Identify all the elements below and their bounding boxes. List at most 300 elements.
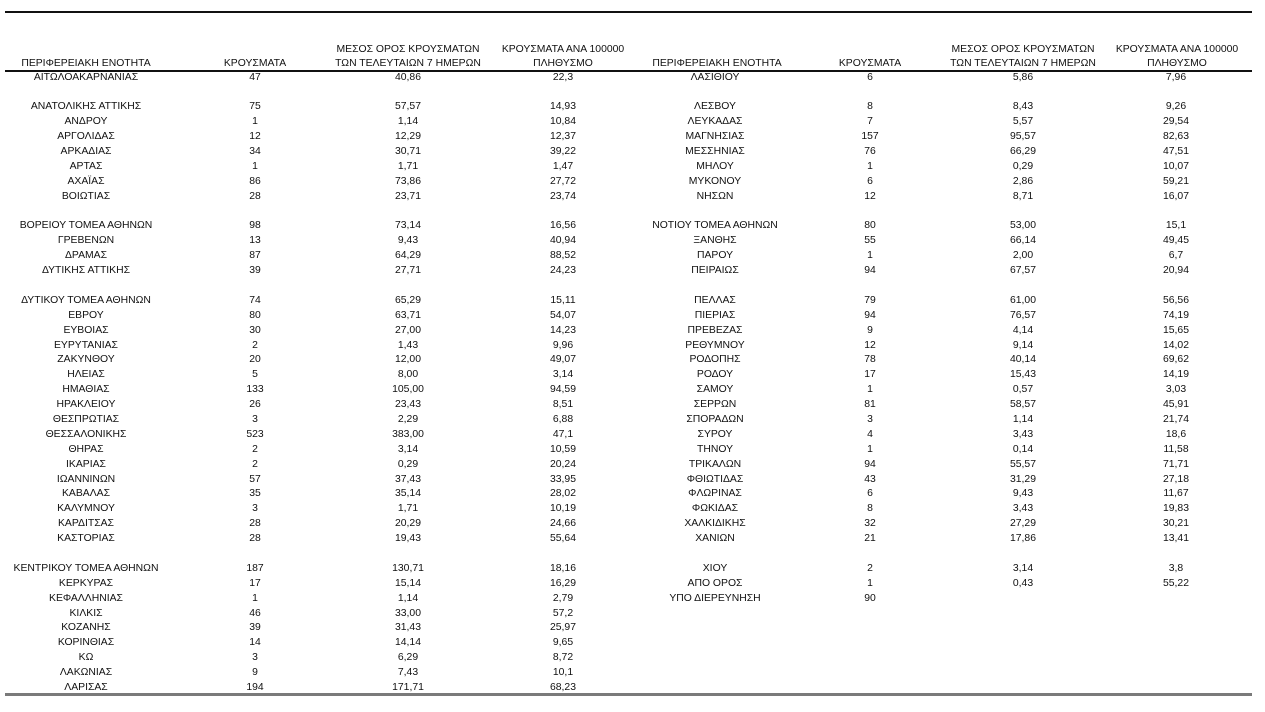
cell-per100k: 55,22	[1162, 577, 1189, 589]
table-row	[631, 577, 1265, 592]
cell-region: ΙΩΑΝΝΙΝΩΝ	[56, 473, 116, 485]
cell-region: ΑΝΔΡΟΥ	[64, 116, 108, 128]
blank-row	[631, 205, 1265, 220]
cell-avg7: 5,57	[1012, 116, 1034, 128]
cell-per100k: 7,96	[1165, 71, 1187, 83]
cell-per100k: 9,96	[552, 339, 574, 351]
cell-cases: 1	[867, 577, 873, 589]
cell-avg7: 40,86	[394, 71, 421, 83]
cell-per100k: 25,97	[549, 622, 576, 634]
cell-region: ΔΡΑΜΑΣ	[64, 250, 108, 262]
cell-cases: 94	[864, 458, 876, 470]
cell-per100k: 39,22	[549, 145, 576, 157]
cell-avg7: 130,71	[392, 562, 424, 574]
cell-per100k: 18,16	[549, 562, 576, 574]
cell-per100k: 55,64	[549, 533, 576, 545]
cell-cases: 9	[867, 324, 873, 336]
cell-avg7: 0,43	[1012, 577, 1034, 589]
cell-per100k: 23,74	[549, 190, 576, 202]
cell-avg7: 27,00	[394, 324, 421, 336]
cell-per100k: 29,54	[1162, 116, 1189, 128]
cell-avg7: 7,43	[397, 667, 419, 679]
cell-avg7: 2,29	[397, 413, 419, 425]
blank-row	[0, 205, 640, 220]
cell-per100k: 6,7	[1168, 250, 1184, 262]
cell-avg7: 73,14	[394, 220, 421, 232]
cell-cases: 76	[864, 145, 876, 157]
cell-region: ΛΑΚΩΝΙΑΣ	[59, 667, 113, 679]
cell-cases: 43	[864, 473, 876, 485]
cell-cases: 14	[249, 637, 261, 649]
cell-avg7: 1,14	[397, 116, 419, 128]
table-row	[631, 100, 1265, 115]
cell-region: ΑΡΚΑΔΙΑΣ	[60, 145, 112, 157]
table-row	[0, 264, 640, 279]
cell-per100k: 59,21	[1162, 175, 1189, 187]
cell-cases: 80	[249, 309, 261, 321]
cell-per100k: 47,1	[552, 428, 574, 440]
cell-region: ΚΕΦΑΛΛΗΝΙΑΣ	[49, 592, 123, 604]
cell-avg7: 3,14	[1012, 562, 1034, 574]
cell-cases: 39	[249, 622, 261, 634]
cell-region: ΣΕΡΡΩΝ	[693, 399, 737, 411]
cell-region: ΝΟΤΙΟΥ ΤΟΜΕΑ ΑΘΗΝΩΝ	[652, 220, 778, 232]
cell-per100k: 6,88	[552, 413, 574, 425]
cell-cases: 3	[252, 413, 258, 425]
table-row	[631, 592, 1265, 607]
cell-region: ΚΟΖΑΝΗΣ	[61, 622, 111, 634]
cell-avg7: 64,29	[394, 250, 421, 262]
cell-per100k: 16,56	[549, 220, 576, 232]
table-row	[0, 249, 640, 264]
table-row	[0, 324, 640, 339]
cell-per100k: 3,14	[552, 369, 574, 381]
cell-region: ΚΩ	[78, 652, 94, 664]
cell-region: ΝΗΣΩΝ	[696, 190, 734, 202]
cell-per100k: 27,18	[1162, 473, 1189, 485]
cell-per100k: 47,51	[1162, 145, 1189, 157]
cell-avg7: 58,57	[1009, 399, 1036, 411]
cell-region: ΧΑΛΚΙΔΙΚΗΣ	[684, 518, 746, 530]
cell-region: ΛΕΥΚΑΔΑΣ	[687, 116, 743, 128]
cell-avg7: 0,29	[1012, 160, 1034, 172]
table-row	[631, 532, 1265, 547]
table-row	[0, 502, 640, 517]
cell-region: ΚΑΡΔΙΤΣΑΣ	[58, 518, 114, 530]
cell-region: ΑΧΑΪΑΣ	[67, 175, 105, 187]
cell-region: ΠΙΕΡΙΑΣ	[694, 309, 736, 321]
cell-per100k: 30,21	[1162, 518, 1189, 530]
cell-per100k: 9,26	[1165, 101, 1187, 113]
table-row	[0, 487, 640, 502]
cell-per100k: 40,94	[549, 235, 576, 247]
cell-avg7: 61,00	[1009, 294, 1036, 306]
cell-cases: 47	[249, 71, 261, 83]
cell-per100k: 10,84	[549, 116, 576, 128]
cell-region: ΙΚΑΡΙΑΣ	[66, 458, 106, 470]
cell-cases: 3	[867, 413, 873, 425]
table-row	[631, 264, 1265, 279]
cell-cases: 1	[867, 160, 873, 172]
table-row	[0, 532, 640, 547]
cell-cases: 133	[246, 384, 264, 396]
cell-per100k: 21,74	[1162, 413, 1189, 425]
table-row	[0, 458, 640, 473]
blank-row	[631, 547, 1265, 562]
cell-cases: 1	[867, 384, 873, 396]
table-row	[631, 353, 1265, 368]
cell-region: ΚΑΣΤΟΡΙΑΣ	[57, 533, 115, 545]
table-row	[631, 219, 1265, 234]
table-row	[631, 249, 1265, 264]
cell-cases: 28	[249, 533, 261, 545]
cell-region: ΜΥΚΟΝΟΥ	[688, 175, 742, 187]
cell-region: ΧΑΝΙΩΝ	[695, 533, 735, 545]
cell-avg7: 0,57	[1012, 384, 1034, 396]
cell-per100k: 33,95	[549, 473, 576, 485]
cell-cases: 8	[867, 101, 873, 113]
cell-region: ΛΕΣΒΟΥ	[694, 101, 736, 113]
cell-cases: 12	[249, 131, 261, 143]
cell-avg7: 2,00	[1012, 250, 1034, 262]
cell-per100k: 14,19	[1162, 369, 1189, 381]
cell-per100k: 11,58	[1163, 443, 1189, 455]
cell-per100k: 14,93	[549, 101, 576, 113]
cell-avg7: 15,43	[1009, 369, 1036, 381]
table-row	[0, 607, 640, 622]
cell-avg7: 19,43	[394, 533, 421, 545]
cell-cases: 20	[249, 354, 261, 366]
cell-cases: 7	[867, 116, 873, 128]
header-cases: ΚΡΟΥΣΜΑΤΑ	[223, 58, 287, 69]
table-row	[0, 130, 640, 145]
table-row	[0, 219, 640, 234]
table-row	[0, 651, 640, 666]
cell-region: ΠΕΛΛΑΣ	[694, 294, 736, 306]
table-row	[0, 175, 640, 190]
cell-avg7: 76,57	[1009, 309, 1036, 321]
cell-per100k: 74,19	[1162, 309, 1189, 321]
cell-region: ΣΥΡΟΥ	[697, 428, 733, 440]
cell-cases: 94	[864, 265, 876, 277]
cell-per100k: 54,07	[549, 309, 576, 321]
cell-cases: 3	[252, 503, 258, 515]
cell-avg7: 55,57	[1009, 458, 1036, 470]
cell-avg7: 1,14	[397, 592, 419, 604]
cell-avg7: 1,14	[1012, 413, 1034, 425]
table-row	[0, 71, 640, 86]
cell-per100k: 14,23	[549, 324, 576, 336]
cell-cases: 30	[249, 324, 261, 336]
table-row	[631, 383, 1265, 398]
header-cases: ΚΡΟΥΣΜΑΤΑ	[838, 58, 902, 69]
cell-avg7: 30,71	[394, 145, 421, 157]
cell-region: ΑΠΟ ΟΡΟΣ	[687, 577, 743, 589]
table-row	[631, 487, 1265, 502]
cell-cases: 46	[249, 607, 261, 619]
table-row	[631, 517, 1265, 532]
cell-region: ΤΗΝΟΥ	[696, 443, 734, 455]
header-avg7	[325, 43, 491, 70]
cell-region: ΦΛΩΡΙΝΑΣ	[688, 488, 742, 500]
cell-per100k: 15,11	[550, 294, 576, 306]
cell-cases: 87	[249, 250, 261, 262]
cell-cases: 157	[861, 131, 879, 143]
cell-per100k: 18,6	[1165, 428, 1187, 440]
header-avg7-line2: ΤΩΝ ΤΕΛΕΥΤΑΙΩΝ 7 ΗΜΕΡΩΝ	[950, 57, 1096, 69]
cell-avg7: 67,57	[1009, 265, 1036, 277]
cell-cases: 2	[252, 458, 258, 470]
cell-avg7: 9,43	[397, 235, 419, 247]
table-row	[631, 234, 1265, 249]
cell-cases: 94	[864, 309, 876, 321]
cell-cases: 5	[252, 369, 258, 381]
cell-per100k: 12,37	[549, 131, 576, 143]
table-row	[0, 592, 640, 607]
cell-avg7: 2,86	[1012, 175, 1034, 187]
table-row	[0, 160, 640, 175]
cell-cases: 2	[252, 339, 258, 351]
table-row	[631, 145, 1265, 160]
cell-region: ΠΕΙΡΑΙΩΣ	[691, 265, 739, 277]
cell-avg7: 1,71	[397, 160, 419, 172]
table-row	[631, 473, 1265, 488]
table-row	[0, 666, 640, 681]
cell-avg7: 3,43	[1012, 428, 1034, 440]
cell-cases: 2	[867, 562, 873, 574]
header-avg7	[940, 43, 1106, 70]
table-row	[631, 562, 1265, 577]
table-row	[0, 339, 640, 354]
cell-avg7: 1,71	[397, 503, 419, 515]
cell-cases: 90	[864, 592, 876, 604]
cell-cases: 13	[249, 235, 261, 247]
cell-per100k: 10,07	[1162, 160, 1189, 172]
cell-region: ΘΕΣΠΡΩΤΙΑΣ	[52, 413, 120, 425]
cell-avg7: 1,43	[397, 339, 419, 351]
cell-per100k: 49,07	[549, 354, 576, 366]
cell-avg7: 23,43	[394, 399, 421, 411]
table-row	[631, 309, 1265, 324]
table-row	[0, 473, 640, 488]
cell-avg7: 40,14	[1009, 354, 1036, 366]
cell-cases: 4	[867, 428, 873, 440]
cell-per100k: 94,59	[549, 384, 576, 396]
cell-cases: 187	[246, 562, 264, 574]
cell-avg7: 66,29	[1009, 145, 1036, 157]
cell-cases: 34	[249, 145, 261, 157]
cell-region: ΗΜΑΘΙΑΣ	[62, 384, 110, 396]
cell-region: ΤΡΙΚΑΛΩΝ	[688, 458, 742, 470]
cell-region: ΒΟΙΩΤΙΑΣ	[61, 190, 111, 202]
cell-per100k: 68,23	[549, 682, 576, 694]
cell-avg7: 8,43	[1012, 101, 1034, 113]
cell-per100k: 28,02	[549, 488, 576, 500]
cell-avg7: 23,71	[394, 190, 421, 202]
table-row	[0, 368, 640, 383]
cell-per100k: 24,66	[549, 518, 576, 530]
cell-per100k: 82,63	[1162, 131, 1189, 143]
cell-per100k: 3,8	[1168, 562, 1184, 574]
cell-region: ΚΙΛΚΙΣ	[69, 607, 103, 619]
header-per100k-line2: ΠΛΗΘΥΣΜΟ	[533, 57, 593, 69]
cell-region: ΑΡΤΑΣ	[69, 160, 103, 172]
header-region: ΠΕΡΙΦΕΡΕΙΑΚΗ ΕΝΟΤΗΤΑ	[21, 58, 151, 69]
cell-region: ΦΘΙΩΤΙΔΑΣ	[686, 473, 744, 485]
cell-per100k: 24,23	[549, 265, 576, 277]
cell-region: ΡΟΔΟΠΗΣ	[689, 354, 741, 366]
cell-region: ΜΑΓΝΗΣΙΑΣ	[685, 131, 745, 143]
table-row	[0, 428, 640, 443]
cell-cases: 79	[864, 294, 876, 306]
cell-region: ΚΑΛΥΜΝΟΥ	[57, 503, 115, 515]
cell-per100k: 16,29	[549, 577, 576, 589]
table-row	[0, 145, 640, 160]
header-avg7-line1: ΜΕΣΟΣ ΟΡΟΣ ΚΡΟΥΣΜΑΤΩΝ	[336, 44, 480, 55]
cell-avg7: 17,86	[1009, 533, 1036, 545]
table-row	[631, 324, 1265, 339]
table-row	[631, 175, 1265, 190]
header-region: ΠΕΡΙΦΕΡΕΙΑΚΗ ΕΝΟΤΗΤΑ	[652, 58, 782, 69]
cell-per100k: 22,3	[552, 71, 574, 83]
cell-avg7: 171,71	[392, 682, 424, 694]
table-row	[631, 71, 1265, 86]
table-row	[631, 115, 1265, 130]
cell-avg7: 6,29	[397, 652, 419, 664]
cell-cases: 6	[867, 71, 873, 83]
cell-cases: 81	[864, 399, 876, 411]
cell-region: ΑΡΓΟΛΙΔΑΣ	[57, 131, 115, 143]
cell-region: ΓΡΕΒΕΝΩΝ	[57, 235, 115, 247]
cell-avg7: 3,14	[397, 443, 419, 455]
cell-cases: 12	[864, 190, 876, 202]
cell-avg7: 383,00	[392, 428, 424, 440]
cell-region: ΕΥΡΥΤΑΝΙΑΣ	[54, 339, 118, 351]
cell-per100k: 15,65	[1162, 324, 1189, 336]
cell-avg7: 8,71	[1012, 190, 1034, 202]
cell-region: ΜΗΛΟΥ	[696, 160, 734, 172]
table-row	[631, 398, 1265, 413]
cell-per100k: 10,19	[549, 503, 576, 515]
table-row	[0, 294, 640, 309]
cell-region: ΣΠΟΡΑΔΩΝ	[686, 413, 744, 425]
cell-cases: 75	[249, 101, 261, 113]
cell-cases: 21	[864, 533, 876, 545]
table-row	[631, 339, 1265, 354]
cell-avg7: 27,71	[394, 265, 421, 277]
blank-row	[0, 85, 640, 100]
cell-region: ΡΕΘΥΜΝΟΥ	[685, 339, 745, 351]
cell-region: ΞΑΝΘΗΣ	[693, 235, 737, 247]
cell-region: ΕΒΡΟΥ	[68, 309, 104, 321]
cell-avg7: 53,00	[1009, 220, 1036, 232]
cell-per100k: 15,1	[1165, 220, 1187, 232]
cell-region: ΛΑΡΙΣΑΣ	[64, 682, 108, 694]
cell-cases: 3	[252, 652, 258, 664]
cell-region: ΡΟΔΟΥ	[696, 369, 734, 381]
header-rule	[5, 70, 1252, 72]
cell-cases: 17	[864, 369, 876, 381]
cell-avg7: 20,29	[394, 518, 421, 530]
header-per100k	[1104, 43, 1250, 70]
cell-cases: 26	[249, 399, 261, 411]
cell-per100k: 19,83	[1162, 503, 1189, 515]
table-row	[0, 443, 640, 458]
cell-per100k: 8,51	[552, 399, 574, 411]
cell-cases: 6	[867, 488, 873, 500]
cell-avg7: 31,43	[394, 622, 421, 634]
table-body-left	[0, 71, 640, 696]
cell-per100k: 56,56	[1162, 294, 1189, 306]
cell-region: ΑΝΑΤΟΛΙΚΗΣ ΑΤΤΙΚΗΣ	[30, 101, 142, 113]
table-row	[631, 368, 1265, 383]
cell-avg7: 66,14	[1009, 235, 1036, 247]
cell-cases: 57	[249, 473, 261, 485]
cell-cases: 39	[249, 265, 261, 277]
cell-cases: 98	[249, 220, 261, 232]
cell-per100k: 13,41	[1162, 533, 1189, 545]
cell-cases: 1	[252, 116, 258, 128]
cell-cases: 8	[867, 503, 873, 515]
cell-avg7: 9,14	[1012, 339, 1034, 351]
table-row	[0, 517, 640, 532]
cell-avg7: 65,29	[394, 294, 421, 306]
cell-avg7: 57,57	[394, 101, 421, 113]
cell-cases: 74	[249, 294, 261, 306]
blank-row	[631, 279, 1265, 294]
cell-region: ΚΕΝΤΡΙΚΟΥ ΤΟΜΕΑ ΑΘΗΝΩΝ	[13, 562, 159, 574]
cell-cases: 78	[864, 354, 876, 366]
table-row	[0, 413, 640, 428]
cell-region: ΔΥΤΙΚΟΥ ΤΟΜΕΑ ΑΘΗΝΩΝ	[21, 294, 151, 306]
cell-per100k: 45,91	[1162, 399, 1189, 411]
table-row	[0, 621, 640, 636]
cell-cases: 6	[867, 175, 873, 187]
cell-avg7: 63,71	[394, 309, 421, 321]
cell-avg7: 27,29	[1009, 518, 1036, 530]
cell-per100k: 49,45	[1162, 235, 1189, 247]
cell-cases: 523	[246, 428, 264, 440]
table-top-rule	[5, 11, 1252, 13]
cell-cases: 2	[252, 443, 258, 455]
cell-cases: 28	[249, 190, 261, 202]
cell-cases: 28	[249, 518, 261, 530]
table-row	[0, 353, 640, 368]
blank-row	[631, 85, 1265, 100]
cell-avg7: 5,86	[1012, 71, 1034, 83]
table-row	[631, 190, 1265, 205]
header-per100k-line2: ΠΛΗΘΥΣΜΟ	[1147, 57, 1207, 69]
header-per100k-line1: ΚΡΟΥΣΜΑΤΑ ΑΝΑ 100000	[1115, 44, 1239, 55]
header-avg7-line1: ΜΕΣΟΣ ΟΡΟΣ ΚΡΟΥΣΜΑΤΩΝ	[951, 44, 1095, 55]
cell-cases: 1	[867, 443, 873, 455]
table-row	[0, 398, 640, 413]
cell-per100k: 9,65	[552, 637, 574, 649]
table-row	[0, 100, 640, 115]
cell-cases: 12	[864, 339, 876, 351]
cell-avg7: 15,14	[394, 577, 421, 589]
table-row	[631, 130, 1265, 145]
cell-avg7: 35,14	[394, 488, 421, 500]
cell-region: ΥΠΟ ΔΙΕΡΕΥΝΗΣΗ	[669, 592, 761, 604]
cell-per100k: 20,24	[549, 458, 576, 470]
blank-row	[0, 279, 640, 294]
cell-region: ΗΛΕΙΑΣ	[67, 369, 105, 381]
table-row	[631, 160, 1265, 175]
cell-per100k: 57,2	[552, 607, 574, 619]
cell-cases: 1	[867, 250, 873, 262]
cell-region: ΚΑΒΑΛΑΣ	[61, 488, 111, 500]
